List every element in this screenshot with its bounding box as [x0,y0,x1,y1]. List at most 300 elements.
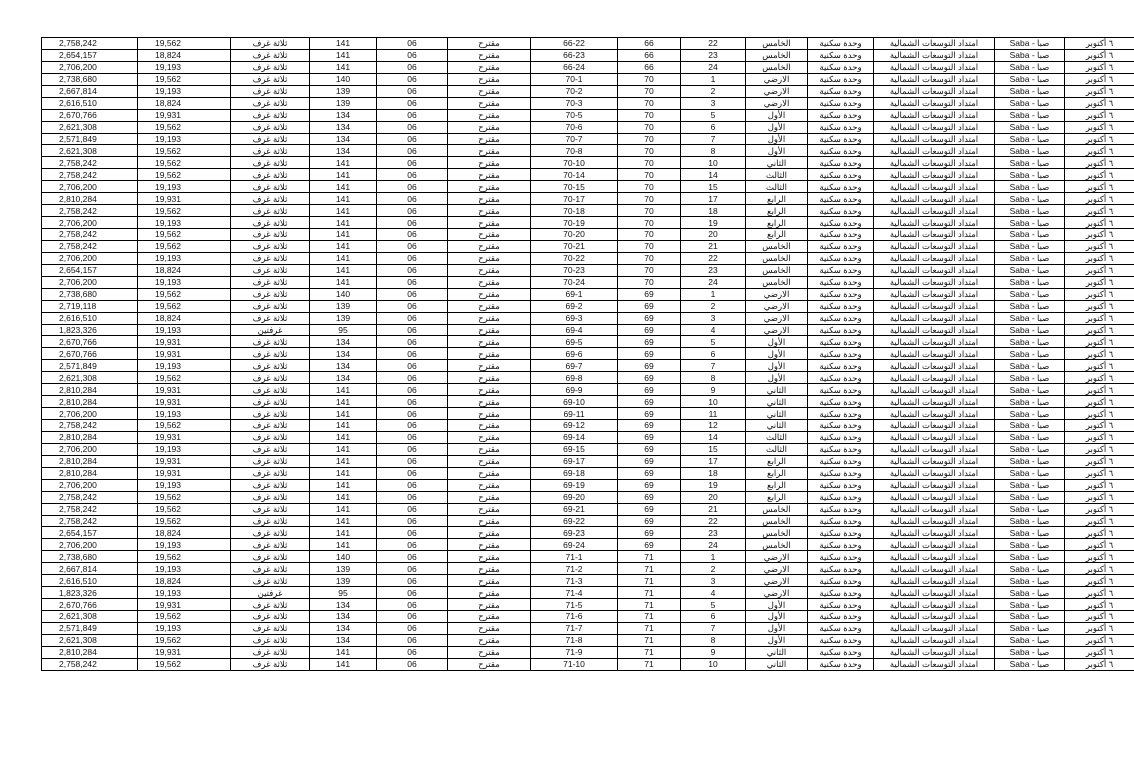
price-per-meter-cell: 19,562 [138,611,231,623]
city-cell: ٦ أكتوبر [1065,73,1134,85]
city-cell: ٦ أكتوبر [1065,467,1134,479]
unit-code-cell: 69-22 [531,515,618,527]
price-per-meter-cell: 18,824 [138,97,231,109]
table-row [42,217,1134,229]
table-body [42,38,1134,671]
table-row [42,563,1134,575]
unit-number-cell: 3 [681,97,746,109]
unit-type-cell: ثلاثة غرف [231,252,310,264]
price-per-meter-cell: 19,562 [138,169,231,181]
unit-number-cell: 9 [681,646,746,658]
city-cell: ٦ أكتوبر [1065,97,1134,109]
unit-number-cell: 3 [681,575,746,587]
status-cell: مقترح [448,455,531,467]
city-cell: ٦ أكتوبر [1065,515,1134,527]
phase-cell: امتداد التوسعات الشمالية [874,348,995,360]
unit-code-cell: 70-21 [531,240,618,252]
code-cell: 06 [377,384,448,396]
code-cell: 06 [377,109,448,121]
area-cell: 95 [310,587,377,599]
unit-number-cell: 10 [681,157,746,169]
price-cell: 2,654,157 [42,49,138,61]
unit-type-cell: ثلاثة غرف [231,527,310,539]
unit-code-cell: 71-8 [531,634,618,646]
floor-cell: الخامس [746,264,808,276]
price-per-meter-cell: 19,562 [138,229,231,241]
city-cell: ٦ أكتوبر [1065,360,1134,372]
phase-cell: امتداد التوسعات الشمالية [874,276,995,288]
unit-category-cell: وحدة سكنية [808,622,874,634]
floor-cell: الثالث [746,181,808,193]
unit-code-cell: 70-20 [531,229,618,241]
city-cell: ٦ أكتوبر [1065,85,1134,97]
area-cell: 139 [310,85,377,97]
city-cell: ٦ أكتوبر [1065,431,1134,443]
floor-cell: الخامس [746,527,808,539]
unit-number-cell: 23 [681,527,746,539]
floor-cell: الرابع [746,479,808,491]
phase-cell: امتداد التوسعات الشمالية [874,300,995,312]
table-row [42,384,1134,396]
code-cell: 06 [377,348,448,360]
price-per-meter-cell: 19,562 [138,38,231,50]
price-cell: 2,706,200 [42,479,138,491]
city-cell: ٦ أكتوبر [1065,491,1134,503]
floor-cell: الارضي [746,551,808,563]
unit-number-cell: 24 [681,276,746,288]
phase-cell: امتداد التوسعات الشمالية [874,217,995,229]
unit-type-cell: ثلاثة غرف [231,539,310,551]
code-cell: 06 [377,193,448,205]
price-cell: 2,667,814 [42,563,138,575]
project-cell: صبا - Saba [995,455,1065,467]
price-per-meter-cell: 19,193 [138,252,231,264]
city-cell: ٦ أكتوبر [1065,205,1134,217]
floor-cell: الثاني [746,384,808,396]
price-cell: 2,571,849 [42,622,138,634]
unit-category-cell: وحدة سكنية [808,455,874,467]
table-row [42,312,1134,324]
city-cell: ٦ أكتوبر [1065,539,1134,551]
unit-number-cell: 11 [681,408,746,420]
phase-cell: امتداد التوسعات الشمالية [874,97,995,109]
phase-cell: امتداد التوسعات الشمالية [874,157,995,169]
project-cell: صبا - Saba [995,431,1065,443]
code-cell: 06 [377,288,448,300]
phase-cell: امتداد التوسعات الشمالية [874,181,995,193]
status-cell: مقترح [448,97,531,109]
unit-type-cell: غرفتين [231,324,310,336]
floor-cell: الأول [746,599,808,611]
building-cell: 69 [618,360,681,372]
area-cell: 134 [310,145,377,157]
unit-category-cell: وحدة سكنية [808,646,874,658]
price-cell: 2,670,766 [42,599,138,611]
unit-category-cell: وحدة سكنية [808,97,874,109]
unit-type-cell: ثلاثة غرف [231,229,310,241]
phase-cell: امتداد التوسعات الشمالية [874,85,995,97]
unit-number-cell: 1 [681,73,746,85]
unit-type-cell: ثلاثة غرف [231,157,310,169]
table-row [42,264,1134,276]
status-cell: مقترح [448,431,531,443]
table-row [42,38,1134,50]
phase-cell: امتداد التوسعات الشمالية [874,563,995,575]
unit-number-cell: 10 [681,396,746,408]
building-cell: 69 [618,288,681,300]
price-cell: 2,758,242 [42,169,138,181]
building-cell: 70 [618,252,681,264]
phase-cell: امتداد التوسعات الشمالية [874,443,995,455]
unit-number-cell: 2 [681,85,746,97]
city-cell: ٦ أكتوبر [1065,634,1134,646]
code-cell: 06 [377,240,448,252]
unit-type-cell: ثلاثة غرف [231,658,310,670]
code-cell: 06 [377,467,448,479]
project-cell: صبا - Saba [995,503,1065,515]
table-row [42,85,1134,97]
project-cell: صبا - Saba [995,348,1065,360]
project-cell: صبا - Saba [995,491,1065,503]
price-cell: 2,810,284 [42,467,138,479]
unit-code-cell: 69-9 [531,384,618,396]
unit-category-cell: وحدة سكنية [808,408,874,420]
code-cell: 06 [377,455,448,467]
price-per-meter-cell: 19,193 [138,181,231,193]
city-cell: ٦ أكتوبر [1065,455,1134,467]
status-cell: مقترح [448,491,531,503]
price-per-meter-cell: 19,193 [138,133,231,145]
code-cell: 06 [377,217,448,229]
area-cell: 141 [310,515,377,527]
building-cell: 69 [618,372,681,384]
unit-code-cell: 66-22 [531,38,618,50]
unit-category-cell: وحدة سكنية [808,575,874,587]
project-cell: صبا - Saba [995,97,1065,109]
table-row [42,157,1134,169]
area-cell: 141 [310,217,377,229]
phase-cell: امتداد التوسعات الشمالية [874,491,995,503]
unit-category-cell: وحدة سكنية [808,85,874,97]
unit-code-cell: 66-23 [531,49,618,61]
code-cell: 06 [377,443,448,455]
city-cell: ٦ أكتوبر [1065,611,1134,623]
price-per-meter-cell: 19,562 [138,658,231,670]
building-cell: 71 [618,587,681,599]
project-cell: صبا - Saba [995,611,1065,623]
price-per-meter-cell: 19,193 [138,276,231,288]
unit-category-cell: وحدة سكنية [808,551,874,563]
code-cell: 06 [377,420,448,432]
city-cell: ٦ أكتوبر [1065,217,1134,229]
unit-category-cell: وحدة سكنية [808,527,874,539]
status-cell: مقترح [448,420,531,432]
floor-cell: الخامس [746,38,808,50]
city-cell: ٦ أكتوبر [1065,408,1134,420]
table-row [42,240,1134,252]
price-cell: 2,621,308 [42,634,138,646]
phase-cell: امتداد التوسعات الشمالية [874,240,995,252]
price-per-meter-cell: 19,562 [138,240,231,252]
code-cell: 06 [377,145,448,157]
area-cell: 141 [310,229,377,241]
building-cell: 70 [618,276,681,288]
unit-category-cell: وحدة سكنية [808,515,874,527]
unit-code-cell: 69-8 [531,372,618,384]
unit-number-cell: 8 [681,145,746,157]
unit-type-cell: ثلاثة غرف [231,420,310,432]
price-cell: 1,823,326 [42,324,138,336]
city-cell: ٦ أكتوبر [1065,300,1134,312]
unit-code-cell: 71-3 [531,575,618,587]
status-cell: مقترح [448,61,531,73]
status-cell: مقترح [448,634,531,646]
code-cell: 06 [377,205,448,217]
price-cell: 2,738,680 [42,288,138,300]
unit-number-cell: 2 [681,300,746,312]
unit-code-cell: 69-21 [531,503,618,515]
floor-cell: الخامس [746,240,808,252]
area-cell: 134 [310,611,377,623]
status-cell: مقترح [448,348,531,360]
price-cell: 2,706,200 [42,217,138,229]
price-per-meter-cell: 19,193 [138,587,231,599]
phase-cell: امتداد التوسعات الشمالية [874,324,995,336]
floor-cell: الثاني [746,420,808,432]
unit-category-cell: وحدة سكنية [808,324,874,336]
phase-cell: امتداد التوسعات الشمالية [874,205,995,217]
unit-number-cell: 7 [681,133,746,145]
code-cell: 06 [377,85,448,97]
price-per-meter-cell: 18,824 [138,527,231,539]
unit-code-cell: 70-5 [531,109,618,121]
code-cell: 06 [377,169,448,181]
code-cell: 06 [377,229,448,241]
unit-category-cell: وحدة سكنية [808,312,874,324]
building-cell: 70 [618,97,681,109]
table-row [42,372,1134,384]
code-cell: 06 [377,408,448,420]
area-cell: 141 [310,49,377,61]
floor-cell: الخامس [746,49,808,61]
project-cell: صبا - Saba [995,85,1065,97]
price-per-meter-cell: 19,931 [138,467,231,479]
project-cell: صبا - Saba [995,575,1065,587]
phase-cell: امتداد التوسعات الشمالية [874,121,995,133]
phase-cell: امتداد التوسعات الشمالية [874,431,995,443]
status-cell: مقترح [448,85,531,97]
table-row [42,503,1134,515]
price-cell: 2,706,200 [42,276,138,288]
phase-cell: امتداد التوسعات الشمالية [874,408,995,420]
area-cell: 141 [310,431,377,443]
table-row [42,360,1134,372]
unit-number-cell: 7 [681,622,746,634]
area-cell: 140 [310,73,377,85]
price-per-meter-cell: 18,824 [138,312,231,324]
status-cell: مقترح [448,539,531,551]
project-cell: صبا - Saba [995,109,1065,121]
unit-category-cell: وحدة سكنية [808,145,874,157]
price-cell: 2,810,284 [42,384,138,396]
status-cell: مقترح [448,145,531,157]
unit-category-cell: وحدة سكنية [808,360,874,372]
status-cell: مقترح [448,587,531,599]
building-cell: 69 [618,312,681,324]
unit-type-cell: ثلاثة غرف [231,49,310,61]
building-cell: 70 [618,229,681,241]
project-cell: صبا - Saba [995,634,1065,646]
price-cell: 2,810,284 [42,455,138,467]
table-row [42,288,1134,300]
price-cell: 2,616,510 [42,575,138,587]
building-cell: 69 [618,408,681,420]
building-cell: 71 [618,575,681,587]
unit-code-cell: 70-6 [531,121,618,133]
floor-cell: الخامس [746,503,808,515]
building-cell: 71 [618,611,681,623]
area-cell: 134 [310,372,377,384]
table-row [42,551,1134,563]
unit-category-cell: وحدة سكنية [808,61,874,73]
project-cell: صبا - Saba [995,181,1065,193]
phase-cell: امتداد التوسعات الشمالية [874,539,995,551]
city-cell: ٦ أكتوبر [1065,527,1134,539]
building-cell: 66 [618,38,681,50]
unit-type-cell: ثلاثة غرف [231,479,310,491]
phase-cell: امتداد التوسعات الشمالية [874,551,995,563]
building-cell: 71 [618,658,681,670]
price-cell: 2,738,680 [42,73,138,85]
unit-number-cell: 5 [681,599,746,611]
price-cell: 2,571,849 [42,360,138,372]
area-cell: 134 [310,348,377,360]
building-cell: 66 [618,61,681,73]
building-cell: 71 [618,622,681,634]
floor-cell: الأول [746,336,808,348]
status-cell: مقترح [448,38,531,50]
status-cell: مقترح [448,276,531,288]
unit-code-cell: 70-19 [531,217,618,229]
unit-code-cell: 70-24 [531,276,618,288]
unit-code-cell: 66-24 [531,61,618,73]
project-cell: صبا - Saba [995,193,1065,205]
unit-code-cell: 69-20 [531,491,618,503]
area-cell: 140 [310,288,377,300]
unit-number-cell: 18 [681,467,746,479]
project-cell: صبا - Saba [995,587,1065,599]
project-cell: صبا - Saba [995,622,1065,634]
price-cell: 2,621,308 [42,145,138,157]
price-per-meter-cell: 19,562 [138,121,231,133]
price-per-meter-cell: 19,931 [138,599,231,611]
unit-code-cell: 71-6 [531,611,618,623]
floor-cell: الثالث [746,169,808,181]
unit-category-cell: وحدة سكنية [808,121,874,133]
unit-category-cell: وحدة سكنية [808,479,874,491]
unit-type-cell: ثلاثة غرف [231,551,310,563]
unit-category-cell: وحدة سكنية [808,443,874,455]
phase-cell: امتداد التوسعات الشمالية [874,396,995,408]
price-cell: 2,758,242 [42,515,138,527]
status-cell: مقترح [448,479,531,491]
status-cell: مقترح [448,515,531,527]
table-row [42,646,1134,658]
unit-number-cell: 12 [681,420,746,432]
floor-cell: الارضي [746,324,808,336]
unit-type-cell: ثلاثة غرف [231,276,310,288]
unit-code-cell: 70-10 [531,157,618,169]
unit-code-cell: 70-7 [531,133,618,145]
price-per-meter-cell: 19,562 [138,634,231,646]
unit-category-cell: وحدة سكنية [808,288,874,300]
floor-cell: الأول [746,634,808,646]
table-row [42,121,1134,133]
phase-cell: امتداد التوسعات الشمالية [874,288,995,300]
city-cell: ٦ أكتوبر [1065,157,1134,169]
unit-code-cell: 70-2 [531,85,618,97]
status-cell: مقترح [448,229,531,241]
project-cell: صبا - Saba [995,288,1065,300]
unit-type-cell: ثلاثة غرف [231,431,310,443]
price-per-meter-cell: 19,931 [138,336,231,348]
status-cell: مقترح [448,264,531,276]
unit-type-cell: غرفتين [231,587,310,599]
unit-number-cell: 18 [681,205,746,217]
unit-number-cell: 1 [681,551,746,563]
status-cell: مقترح [448,109,531,121]
code-cell: 06 [377,611,448,623]
floor-cell: الارضي [746,97,808,109]
phase-cell: امتداد التوسعات الشمالية [874,646,995,658]
project-cell: صبا - Saba [995,384,1065,396]
code-cell: 06 [377,324,448,336]
price-per-meter-cell: 19,562 [138,372,231,384]
floor-cell: الأول [746,121,808,133]
building-cell: 70 [618,181,681,193]
code-cell: 06 [377,491,448,503]
area-cell: 141 [310,181,377,193]
building-cell: 71 [618,634,681,646]
unit-code-cell: 69-1 [531,288,618,300]
price-per-meter-cell: 19,562 [138,205,231,217]
city-cell: ٦ أكتوبر [1065,38,1134,50]
phase-cell: امتداد التوسعات الشمالية [874,658,995,670]
status-cell: مقترح [448,611,531,623]
price-cell: 1,823,326 [42,587,138,599]
price-per-meter-cell: 19,193 [138,324,231,336]
project-cell: صبا - Saba [995,157,1065,169]
unit-type-cell: ثلاثة غرف [231,563,310,575]
unit-code-cell: 71-5 [531,599,618,611]
table-row [42,181,1134,193]
price-cell: 2,706,200 [42,252,138,264]
unit-number-cell: 23 [681,49,746,61]
floor-cell: الرابع [746,205,808,217]
code-cell: 06 [377,133,448,145]
price-per-meter-cell: 19,931 [138,193,231,205]
unit-code-cell: 70-15 [531,181,618,193]
unit-category-cell: وحدة سكنية [808,587,874,599]
price-per-meter-cell: 19,562 [138,503,231,515]
unit-type-cell: ثلاثة غرف [231,205,310,217]
unit-number-cell: 14 [681,431,746,443]
area-cell: 134 [310,109,377,121]
unit-category-cell: وحدة سكنية [808,133,874,145]
unit-number-cell: 24 [681,61,746,73]
phase-cell: امتداد التوسعات الشمالية [874,575,995,587]
price-cell: 2,810,284 [42,396,138,408]
